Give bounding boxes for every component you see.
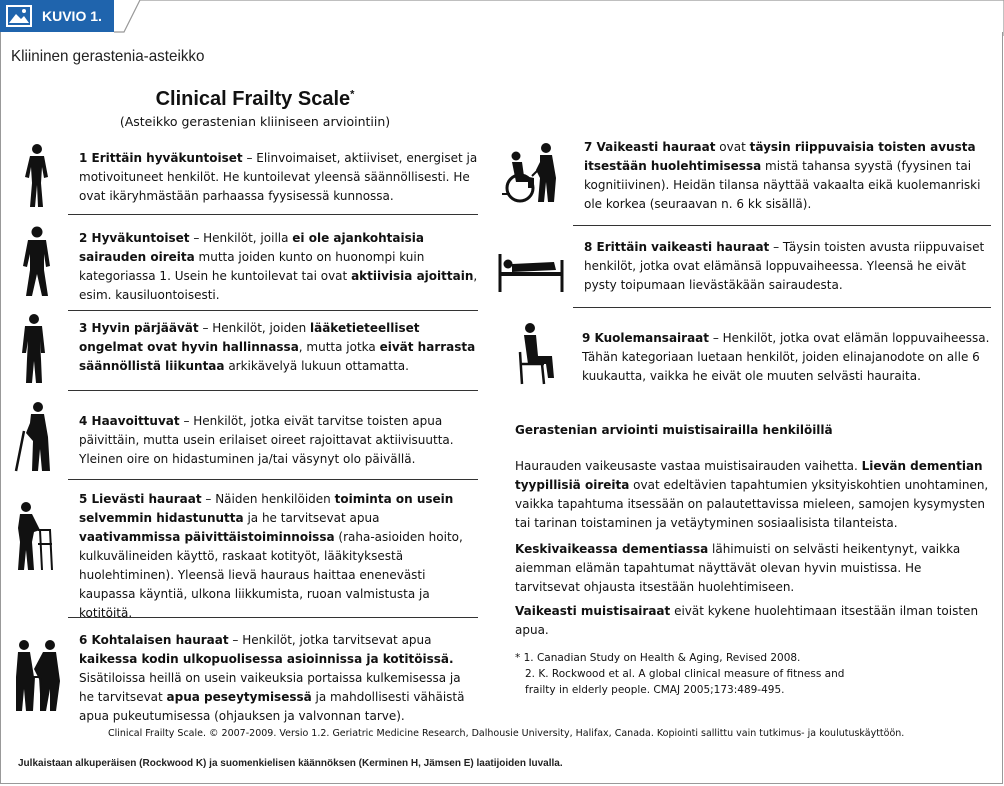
wheelchair-icon bbox=[494, 142, 564, 204]
bold-text: lääketieteelliset ongelmat ovat hyvin hallinnassa bbox=[79, 321, 420, 354]
text: ovat bbox=[715, 140, 750, 154]
bold-text: 7 Vaikeasti hauraat bbox=[584, 140, 716, 154]
divider bbox=[573, 225, 991, 226]
attribution-note: Julkaistaan alkuperäisen (Rockwood K) ja suomenkielisen käännöksen (Kerminen H, Jämsen E) laatijoiden luvalla. bbox=[18, 758, 563, 769]
text: ja he tarvitsevat apua bbox=[243, 511, 380, 525]
level-1-description bbox=[79, 149, 479, 206]
text: Sisätiloissa heillä on usein vaikeuksia portaissa kulkemisessa ja he tarvitsevat bbox=[79, 671, 461, 704]
reference-2: 2. K. Rockwood et al. A global clinical measure of fitness and bbox=[525, 668, 845, 680]
bold-text: ei ole ajankohtaisia sairauden oireita bbox=[79, 231, 424, 264]
dementia-heading: Gerastenian arviointi muistisairailla henkilöillä bbox=[515, 423, 833, 437]
bold-text: 1 Erittäin hyväkuntoiset bbox=[79, 151, 243, 165]
dementia-paragraph bbox=[515, 457, 990, 533]
text: – Henkilöt, joiden bbox=[198, 321, 310, 335]
bold-text: Vaikeasti muistisairaat bbox=[515, 604, 671, 618]
bold-text: eivät harrasta säännöllistä liikuntaa bbox=[79, 340, 476, 373]
bold-text: vaativammissa päivittäistoiminnoissa bbox=[79, 530, 335, 544]
scale-title-mark: * bbox=[350, 88, 355, 101]
divider bbox=[68, 214, 478, 215]
level-5-description bbox=[79, 490, 479, 623]
bold-text: 9 Kuolemansairaat bbox=[582, 331, 710, 345]
level-6-description bbox=[79, 631, 479, 726]
dementia-paragraph bbox=[515, 540, 990, 597]
level-9-description bbox=[582, 329, 992, 386]
divider bbox=[573, 307, 991, 308]
bold-text: aktiivisia ajoittain bbox=[351, 269, 474, 283]
text: Haurauden vaikeusaste vastaa muistisairauden vaihetta. bbox=[515, 459, 862, 473]
level-8-description bbox=[584, 238, 989, 295]
text: – Näiden henkilöiden bbox=[201, 492, 335, 506]
text: arkikävelyä lukuun ottamatta. bbox=[224, 359, 409, 373]
figure-tag-label: KUVIO 1. bbox=[42, 8, 102, 24]
person-with-walker-icon bbox=[14, 500, 54, 572]
assisted-walking-icon bbox=[10, 637, 66, 713]
text: – Täysin toisten avusta riippuvaiset henkilöt, jotka ovat elämänsä loppuvaiheessa. Yleensä he eivät pysty toipumaan lievästäkään sairaudesta. bbox=[584, 240, 985, 292]
text: – Elinvoimaiset, aktiiviset, energiset ja motivoituneet henkilöt. He kuntoilevat yleensä säännöllisesti. He ovat ikäryhmästään parhaassa fyysisessä kunnossa. bbox=[79, 151, 478, 203]
bold-text: apua peseytymisessä bbox=[166, 690, 312, 704]
divider bbox=[68, 310, 478, 311]
header-bar bbox=[0, 0, 1004, 36]
figure-tag bbox=[0, 0, 114, 32]
divider bbox=[68, 479, 478, 480]
walking-man-icon bbox=[20, 226, 54, 298]
standing-man-icon bbox=[22, 143, 52, 209]
text: (raha-asioiden hoito, kulkuvälineiden käyttö, raskaat kotityöt, lääkityksestä huolehtiminen). Yleensä lievä hauraus haittaa enenevästi kaupassa käyntiä, ulkona liikkumista, ruoan valmistusta ja kotitöitä. bbox=[79, 530, 463, 620]
person-with-cane-icon bbox=[12, 401, 54, 473]
text: mistä tahansa syystä (fyysinen tai kognitiivinen). Heidän tilansa näyttää vakaalta eikä kuolemanriski ole korkea (seuraavan n. 6 kk sisällä). bbox=[584, 159, 981, 211]
bed-icon bbox=[498, 250, 570, 294]
bold-text: täysin riippuvaisia toisten avusta itsestään huolehtimisessa bbox=[584, 140, 976, 173]
bold-text: 8 Erittäin vaikeasti hauraat bbox=[584, 240, 770, 254]
scale-title bbox=[100, 88, 410, 111]
text: ja mahdollisesti vähäistä apua pukeutumisessa (ohjauksen ja valvonnan tarve). bbox=[79, 690, 465, 723]
references bbox=[515, 650, 985, 698]
text: lähimuisti on selvästi heikentynyt, vaikka aiemman elämän tapahtumat näyttävät olevan hyvin muistissa. He tarvitsevat ohjausta itsestään huolehtimiseen. bbox=[515, 542, 961, 594]
bold-text: kaikessa kodin ulkopuolisessa asioinnissa ja kotitöissä. bbox=[79, 652, 454, 666]
text: – Henkilöt, jotka ovat elämän loppuvaiheessa. Tähän kategoriaan luetaan henkilöt, joiden elinajanodote on alle 6 kuukautta, vaikka he eivät ole muuten selvästi hauraita. bbox=[582, 331, 990, 383]
reference-2-cont: frailty in elderly people. CMAJ 2005;173:489-495. bbox=[525, 684, 785, 696]
text: – Henkilöt, jotka tarvitsevat apua bbox=[228, 633, 432, 647]
bold-text: 3 Hyvin pärjäävät bbox=[79, 321, 199, 335]
reference-1: * 1. Canadian Study on Health & Aging, Revised 2008. bbox=[515, 652, 801, 664]
bold-text: Lievän dementian tyypillisiä oireita bbox=[515, 459, 983, 492]
text: mutta joiden kunto on huonompi kuin kategoriassa 1. Usein he kuntoilevat tai ovat bbox=[79, 250, 425, 283]
divider bbox=[68, 617, 478, 618]
divider bbox=[68, 390, 478, 391]
dementia-paragraph bbox=[515, 602, 990, 640]
bold-text: 2 Hyväkuntoiset bbox=[79, 231, 190, 245]
standing-older-man-icon bbox=[20, 313, 50, 385]
text: ovat edeltävien tapahtumien yksityiskohtien unohtaminen, vaikka tapahtuma itsessään on palautettavissa mieleen, samojen kysymysten tai tarinan toistaminen ja vetäytyminen sosiaalisista tilanteista. bbox=[515, 478, 989, 530]
scale-title-text: Clinical Frailty Scale bbox=[155, 88, 351, 110]
image-icon bbox=[6, 5, 32, 27]
seated-person-icon bbox=[514, 322, 560, 386]
copyright-note: Clinical Frailty Scale. © 2007-2009. Versio 1.2. Geriatric Medicine Research, Dalhousie University, Halifax, Canada. Kopiointi sallittu vain tutkimus- ja koulutuskäyttöön. bbox=[108, 728, 905, 739]
header-rule bbox=[114, 0, 1004, 36]
text: – Henkilöt, joilla bbox=[189, 231, 293, 245]
text: , esim. kausiluontoisesti. bbox=[79, 269, 478, 302]
scale-subtitle: (Asteikko gerastenian kliiniseen arviointiin) bbox=[119, 114, 391, 129]
text: eivät kykene huolehtimaan itsestään ilman toisten apua. bbox=[515, 604, 979, 637]
bold-text: 6 Kohtalaisen hauraat bbox=[79, 633, 229, 647]
level-2-description bbox=[79, 229, 479, 305]
bold-text: 4 Haavoittuvat bbox=[79, 414, 180, 428]
text: , mutta jotka bbox=[298, 340, 380, 354]
bold-text: Keskivaikeassa dementiassa bbox=[515, 542, 709, 556]
bold-text: toiminta on usein selvemmin hidastunutta bbox=[79, 492, 454, 525]
page-heading: Kliininen gerastenia-asteikko bbox=[11, 48, 205, 65]
level-4-description bbox=[79, 412, 479, 469]
text: – Henkilöt, jotka eivät tarvitse toisten apua päivittäin, mutta usein erilaiset oireet rajoittavat aktiivisuutta. Yleinen oire on hidastuminen ja/tai väsynyt olo päivällä. bbox=[79, 414, 454, 466]
level-7-description bbox=[584, 138, 989, 214]
bold-text: 5 Lievästi hauraat bbox=[79, 492, 202, 506]
level-3-description bbox=[79, 319, 479, 376]
